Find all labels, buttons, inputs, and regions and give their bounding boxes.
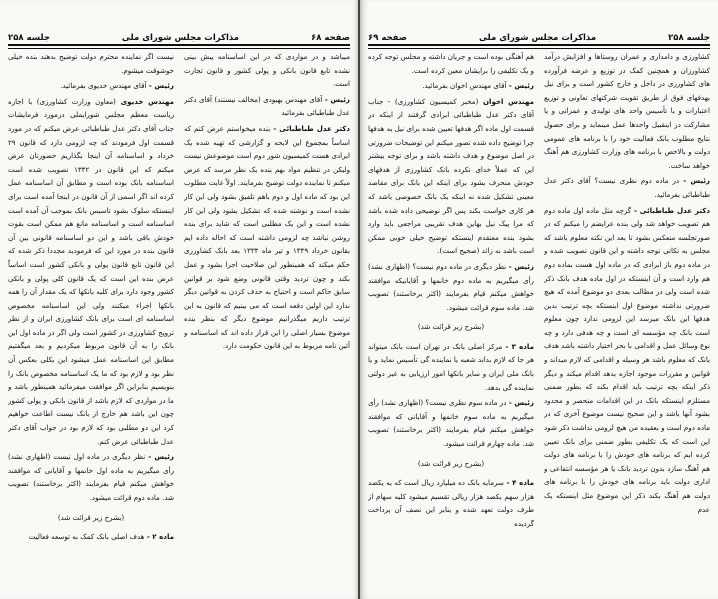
- speaker-paragraph: [368, 79, 534, 93]
- speaker-name: دکتر عدل طباطبائی -: [270, 123, 350, 133]
- header-rule: [8, 48, 350, 49]
- speaker-paragraph: [8, 79, 174, 93]
- page-69: [358, 0, 718, 599]
- publication-title: مذاکرات مجلس شورای ملی: [121, 33, 240, 43]
- reading-note: (بشرح زیر قرائت شد): [417, 322, 485, 332]
- column-left: [368, 50, 534, 591]
- paragraph: هم آهنگی بوده است و جریان داشته و مجلس توجه کرده و یک تکلیفی را برایشان معین کرده است.: [368, 52, 534, 75]
- page-header: [368, 31, 710, 46]
- reading-note: (بشرح زیر قرائت شد): [417, 458, 485, 468]
- paragraph-text: آقای مهندس بهبودی (مخالف نیستند) آقای دکتر عدل طباطبائی بفرمائید: [184, 94, 350, 118]
- publication-title: مذاکرات مجلس شورای ملی: [478, 33, 597, 43]
- page-number: صفحه ۶۹: [368, 33, 407, 43]
- speaker-paragraph: [184, 93, 350, 120]
- speaker-name: رئیس -: [322, 94, 350, 104]
- speaker-paragraph: [368, 95, 534, 258]
- paragraph-text: نظر دیگری در ماده اول نیست (اظهاری نشد) رأی میگیریم به ماده اول خانمها و آقایانی که موافقند خواهش میکنم قیام بفرمایند (اکثر برخاستند) تصویب شد. ماده دوم قرائت میشود.: [8, 452, 174, 502]
- article-paragraph: [8, 530, 174, 544]
- speaker-name: دکتر عدل طباطبائی -: [631, 205, 710, 215]
- speaker-paragraph: [368, 260, 534, 314]
- column-right: [544, 50, 710, 591]
- paragraph-text: هدف اصلی بانک کمک به توسعه فعالیت: [28, 532, 145, 542]
- article-paragraph: [368, 340, 534, 394]
- speaker-paragraph: [544, 174, 710, 201]
- speaker-name: رئیس -: [506, 398, 534, 408]
- paragraph-text: در ماده سوم نظری نیست؟ (اظهاری نشد) رأی میگیریم به ماده سوم خانمها و آقایانی که موافقند خواهش میکنم قیام بفرمایند (اکثر برخاستند) تصویب شد. ماده چهارم قرائت میشود.: [368, 398, 534, 449]
- paragraph-text: سرمایه بانک ده میلیارد ریال است که به یکصد هزار سهم یکصد هزار ریالی تقسیم میشود کلیه سهام از طرف دولت تعهد شده و بنابر این نصف آن پرداخت گردیده: [368, 478, 534, 528]
- article-paragraph: [368, 476, 534, 530]
- column-left: [8, 50, 174, 591]
- session-number: جلسه ۲۵۸: [668, 33, 710, 43]
- paragraph-text: نظر دیگری در ماده دوم نیست؟ (اظهاری نشد) رأی میگیریم به ماده دوم خانمها و آقایانیکه موافقند خواهش میکنم قیام بفرمایند (اکثر برخاستند) تصویب شد. ماده سوم قرائت میشود.: [368, 261, 534, 312]
- speaker-paragraph: [184, 122, 350, 353]
- session-number: جلسه ۲۵۸: [8, 33, 50, 43]
- text-columns: [368, 50, 710, 591]
- speaker-paragraph: [544, 204, 710, 517]
- speaker-name: مهندس اخوان: [478, 96, 534, 106]
- speaker-name: رئیس -: [679, 176, 710, 186]
- speaker-name: رئیس -: [145, 452, 174, 462]
- text-columns: [8, 50, 350, 591]
- paragraph: میباشد و در مواردی که در این اساسنامه پیش بینی نشده تابع قانون بانکی و پولی کشور و قانون تجارت است.: [184, 52, 350, 89]
- paragraph-text: مرکز اصلی بانک در تهران است بانک میتواند هر جا که لازم بداند شعبه یا نماینده گی تأسیس نماید و یا بانک ملی ایران و سایر بانکها امور ارزیابی به غیر دولتی نماینده گی بدهد.: [368, 341, 534, 392]
- paragraph-text: (معاون وزارت کشاورزی) با اجازه ریاست معظم مجلس شورایملی درمورد فرمایشات جناب آقای دکتر عدل طباطبائی عرض میکنم که در مورد قسمت اول فرمودند که چه لزومی دارد که قانون ۲۹ خرداد و اساسنامه آن اینجا بگذاریم حضورتان عرض میکنم که این قانون در ۱۳۴۲ تصویب شده است اساسنامه بانک بوده است و مطابق آن اساسنامه عمل کرده اند اگر اسمی از آن قانون در اینجا آمده است برای اینستکه سلوک بشود تاسیس بانک بموجب آن آمده است اساسنامه است و اساسنامه مانع هم ممکن است بقوت خودش باقی باشد و این دو اساسنامه قانونی بین آن قانون بنده در مورد این که فرمودید مجددا ذکر شده که این قانون تابع قانون پولی و بانکی کشور است اساساً عرض بنده این است که یک قانون کلی پولی و بانکی کشور وجود دارد برای کلیه بانکها که یک مقدار آن را همه بانکها اجراء میکنند ولی این اساسنامه مخصوص اساسنامه ای است برای بانک کشاورزی ایران و از نظر ترویج کشاورزی در کشور است ولی اگر در ماده اول این بانک را به آن قانون مربوط میکردیم و بعد میگفتیم مطابق این اساسنامه عمل میشود این بکلی بعکس آن نظر بود و لازم بود که ما یک اساسنامه مخصوص بانک را بنویسیم بنابراین اگر موافقت میفرمائید همینطور باشد و ما در مواردی که لازم باشد از قانون بانکی و پولی کشور چون این باشد هم خارج از بانک نیست اطاعت خواهیم کرد این دو مطلبی بود که لازم بود در جواب آقای دکتر عدل طباطبائی عرض کنم.: [8, 96, 174, 446]
- article-label: ماده ۲ -: [144, 532, 174, 542]
- header-rule: [368, 48, 710, 49]
- speaker-name: رئیس -: [506, 81, 534, 91]
- speaker-name: مهندس خدیوی: [115, 96, 174, 106]
- speaker-paragraph: [8, 95, 174, 448]
- column-right: [184, 50, 350, 591]
- article-label: ماده ۳ -: [502, 341, 534, 351]
- paragraph-text: (مخبر کمیسیون کشاورزی) - جناب آقای دکتر عدل طباطبائی ایرادی گرفتند از اینکه در قسمت اول ماده اگر هدفها تعیین شده برای نیل به هدفها چرا توضیح داده شده تصور میکنم این توضیحات ضرورتی در اصل موضوع و هدف داشته باشد و برای توجه بیشتر این که عملاً خدای نکرده بانک کشاورزی از هدفهای خودش منحرف بشود برای اینکه این بانک برای مقاصد معینی تشکیل شده نه اینکه یک بانک خصوصی باشد که هر کاری خواست بکند پس اگر توضیحی داده شده باشد که مرا پیک نیل بهاین هدف تقریبی مراجعی باید وارد بشود بنده معتقدم اینستکه توضیح خیلی خوبی ممکن است باشد نه زائد (صحیح است).: [368, 96, 534, 256]
- speaker-name: رئیس -: [146, 81, 174, 91]
- reading-note: (بشرح زیر قرائت شد): [57, 512, 125, 522]
- paragraph: نیست اگر نماینده محترم دولت توضیح بدهند بنده خیلی خوشوقت میشوم.: [8, 52, 174, 75]
- paragraph: کشاورزی و دامداری و عمران روستاها و افزایش درآمد کشاورزان و همچنین کمک در توزیع و عرضه فرآورده های کشاورزی در داخل و خارج کشور است و برای نیل بهدفهای فوق از طریق تقویت شرکتهای تعاونی و توزیع اعتبارات و یا تأسیس واحد های تولیدی و عمرانی و یا مشارکت در اینقبیل واحدها عمل مینماید و برای حصول نتایج مطلوب بانک فعالیت خود را با برنامه های عمومی دولت و بالاخص با برنامه های وزارت کشاورزی هم آهنگ خواهد ساخت.: [544, 52, 710, 170]
- paragraph-text: گرچه مثل ماده اول ماده دوم هم تصویب خواهد شد ولی بنده عرایضم را میکنم که در صورتجلسه منعکس بشود تا بعد این نکته معلوم باشد که مجلس به نکاتی توجه داشته و این قانون تصویب شده و در ماده دوم باز ایرادی که در ماده اول هست بماده دوم هم وارد است و آن اینستکه در اول ماده هدف بانک ذکر شده است ولی در مطالب بعدی دو موضوع آمده که هیچ ضرورتی نداشته موضوع اول اینستکه بچه ترتیب بدین هدفها این بانک میرسد این لزومی ندارد چون معلوم است بانک چه مؤسسه ای است و چه هدفی دارد و چه نوع وسائل عمل و اقدامی با بحر اختیار داشته باشد هدف بانک که معلوم باشد هر وسیله و اقدامی که لازم میداند و قوانین و مقررات موجود اجازه بدهد اقدام میکند و دیگر ذکر اینکه بچه ترتیب باید اقدام بکند که بطور ضمنی مستلزم اینستکه بانک در این اقدامات منحصر و محدود بشود آنها باشد و این صحیح نیست موضوع آخری که در ماده دوم است و بعقیده من هیچ لزومی نداشت ذکر شود این است که یک تکلیفی بطور ضمنی برای بانک تعیین کرده ایم که برنامه های خودش را با برنامه های دولت هم آهنگ سازد بدون تردید بانک یا هر مؤسسه انتفاعی و اداری دولت باید برنامه های خودش را با برنامه های دولت هم آهنگ بکند ذکر این موضوع مثل اینستکه یک عدم: [544, 205, 710, 514]
- page-68: [0, 0, 358, 599]
- page-number: صفحه ۶۸: [311, 33, 350, 43]
- paragraph-text: بنده میخواستم عرض کنم که اساساً بمجموع این لایحه و گزارشی که تهیه شده یک ایرادی هست کمیسیون شور دوم است موضوعش نیست ولیکن در تنظیم مواد بهم بنده یک نظر مرسد که عرض میکنم تا نماینده دولت توضیح بفرمایند. اولاً غایت مطلوب این بود که ماده اول و دوم باهم تلفیق بشود ولی این کار نشده است و نوشته شده که تشکیل بشود ولی این کار نشده است و این یک مطلبی است که شاید برای بنده روشن نباشد چه لزومی داشته است که احاله داده ایم بقانون خرداد ۱۳۴۹ و تیر ماه ۱۳۳۴ بعد بانک کشاورزی حکم میکند که همینطور این صلاحیت اجرا بشود و عمل بکند و چون تردید وقتی قانونی وضع شود بر قوانین سابق حاکم است و احتیاج به حذف کردن به قوانین دیگر ندارد این اولین دفعه است که می بینیم که قانون به این ترتیب داریم میگذرانیم موضوع دیگر که بنظر بنده موضوع بسیار اصلی را این قرار داده اند که اساسنامه و آئین نامه مربوط به این قانون حکومت دارد.: [184, 123, 350, 351]
- speaker-paragraph: [8, 450, 174, 504]
- speaker-name: رئیس -: [506, 261, 534, 271]
- article-label: ماده ۴ -: [503, 478, 534, 488]
- speaker-paragraph: [368, 396, 534, 450]
- page-header: [8, 31, 350, 46]
- paragraph-text: آقای مهندس خدیوی بفرمائید.: [60, 81, 147, 91]
- paragraph-text: در ماده دوم نظری نیست؟ آقای دکتر عدل طباطبائی بفرمائید.: [544, 176, 710, 199]
- paragraph-text: آقای مهندس اخوان بفرمائید.: [422, 81, 507, 91]
